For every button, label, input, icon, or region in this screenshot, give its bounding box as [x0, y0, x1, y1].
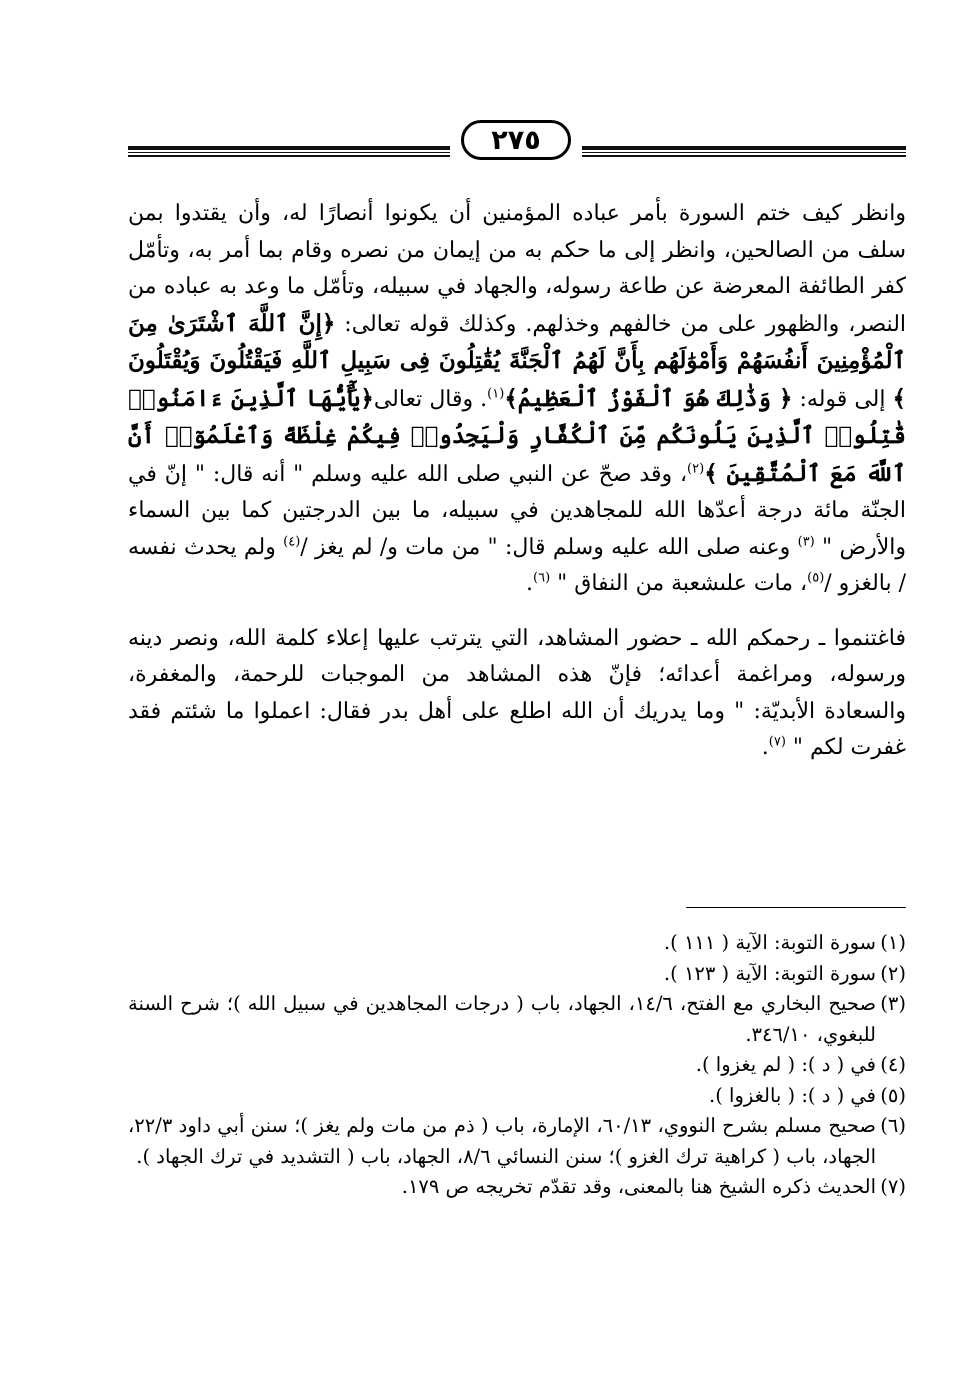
main-text — [128, 196, 906, 767]
quran-verse: ﴿يَٰٓأَيُّهَا ٱلَّذِينَ ءَامَنُوا۟ قَٰتِلُوا۟ ٱلَّذِينَ يَلُونَكُم مِّنَ ٱلْكُفَّارِ وَلْيَجِدُوا۟ فِيكُمْ غِلْظَةً وَٱعْلَمُوٓا۟ أَنَّ ٱللَّهَ مَعَ ٱلْمُتَّقِينَ ﴾ — [128, 384, 907, 487]
footnote-item — [128, 1081, 906, 1112]
footnote-text: في ( د ): ( بالغزوا ). — [709, 1083, 876, 1107]
footnote-ref[interactable]: (٢) — [687, 461, 705, 477]
footnote-text: صحيح مسلم بشرح النووي، ٦٠/١٣، الإمارة، باب ( ذم من مات ولم يغز )؛ سنن أبي داود ٢٢/٣، الجهاد، باب ( كراهية ترك الغزو )؛ سنن النسائي ٨/٦، الجهاد، باب ( التشديد في ترك الجهاد ). — [128, 1114, 876, 1168]
footnote-separator — [686, 907, 906, 908]
text-run: . — [526, 571, 533, 596]
quran-verse: ﴿إِنَّ ٱللَّهَ ٱشْتَرَىٰ مِنَ ٱلْمُؤْمِنِينَ أَنفُسَهُمْ وَأَمْوَٰلَهُم بِأَنَّ لَهُمُ ٱلْجَنَّةَ يُقَٰتِلُونَ فِى سَبِيلِ ٱللَّهِ فَيَقْتُلُونَ وَيُقْتَلُونَ ﴾ — [128, 309, 906, 412]
footnote-item — [128, 989, 906, 1050]
footnote-number: (٣) — [880, 992, 906, 1015]
text-run: وعنه صلى الله عليه وسلم قال: " من مات و/ لم يغز / — [300, 534, 798, 560]
footnote-item — [128, 959, 906, 990]
page-header — [128, 118, 906, 168]
footnote-ref[interactable]: (٦) — [533, 570, 551, 586]
footnote-ref[interactable]: (١) — [487, 386, 505, 402]
footnote-item — [128, 928, 906, 959]
footnote-text: صحيح البخاري مع الفتح، ١٤/٦، الجهاد، باب ( درجات المجاهدين في سبيل الله )؛ شرح السنة للبغوي، ٣٤٦/١٠. — [128, 992, 876, 1046]
footnote-ref[interactable]: (٥) — [807, 570, 825, 586]
footnote-item — [128, 1111, 906, 1172]
footnote-number: (٤) — [880, 1053, 906, 1076]
rule-line — [128, 146, 450, 150]
footnote-ref[interactable]: (٧) — [768, 734, 786, 750]
rule-line — [128, 152, 450, 153]
text-run: . — [761, 735, 769, 760]
footnote-number: (٥) — [880, 1083, 906, 1107]
text-run: ولم يحدث نفسه / بالغزو / — [128, 534, 906, 596]
text-run: فاغتنموا ـ رحمكم الله ـ حضور المشاهد، التي يترتب عليها إعلاء كلمة الله، ونصر دينه ورسوله، ومراغمة أعدائه؛ فإنّ هذه المشاهد من الموجبات للرحمة، والمغفرة، والسعادة الأبديّة: " وما يدريك أن الله اطلع على أهل بدر فقال: اعملوا ما شئتم فقد غفرت لكم " — [128, 625, 906, 760]
footnote-item — [128, 1050, 906, 1081]
paragraph-2 — [128, 621, 906, 767]
rule-line — [582, 155, 906, 157]
paragraph-1 — [128, 196, 906, 603]
header-rule-left — [128, 146, 450, 160]
footnote-text: في ( د ): ( لم يغزوا ). — [695, 1053, 876, 1076]
rule-line — [128, 155, 450, 157]
quran-verse: ﴿ وَذَٰلِكَ هُوَ ٱلْفَوْزُ ٱلْعَظِيمُ﴾ — [504, 384, 793, 412]
footnote-text: سورة التوبة: الآية ( ١٢٣ ). — [663, 961, 876, 985]
footnote-number: (٢) — [880, 961, 906, 985]
header-rule-right — [582, 146, 906, 160]
footnote-text: الحديث ذكره الشيخ هنا بالمعنى، وقد تقدّم تخريجه ص ١٧٩. — [401, 1175, 876, 1198]
footnote-ref[interactable]: (٣) — [797, 534, 815, 550]
footnote-number: (٧) — [880, 1175, 906, 1198]
page-number: ٢٧٥ — [461, 120, 571, 160]
text-run: . وقال تعالى — [373, 386, 488, 412]
footnote-text: سورة التوبة: الآية ( ١١١ ). — [663, 931, 876, 954]
footnote-item — [128, 1172, 906, 1203]
text-run: ، مات علىشعبة من النفاق " — [550, 571, 808, 596]
footnote-ref[interactable]: (٤) — [283, 534, 301, 550]
text-run: وانظر كيف ختم السورة بأمر عباده المؤمنين أن يكونوا أنصارًا له، وأن يقتدوا بمن سلف من الصالحين، وانظر إلى ما حكم به من إيمان من نصره وقام بما أمر به، وتأمّل كفر الطائفة المعرضة عن طاعة رسوله، والجهاد في سبيله، وتأمّل ما وعد به عباده من النصر، والظهور على من خالفهم وخذلهم. وكذلك قوله تعالى: — [128, 201, 907, 337]
rule-line — [582, 152, 906, 153]
footnote-number: (١) — [880, 931, 906, 954]
footnotes-list — [128, 928, 906, 1203]
text-run: إلى قوله: — [792, 386, 893, 412]
footnote-number: (٦) — [880, 1114, 906, 1137]
rule-line — [582, 146, 906, 150]
text-run: ، وقد صحّ عن النبي صلى الله عليه وسلم " أنه قال: " إنّ في الجنّة مائة درجة أعدّها الله للمجاهدين في سبيله، ما بين الدرجتين كما بين السماء والأرض " — [128, 461, 906, 560]
